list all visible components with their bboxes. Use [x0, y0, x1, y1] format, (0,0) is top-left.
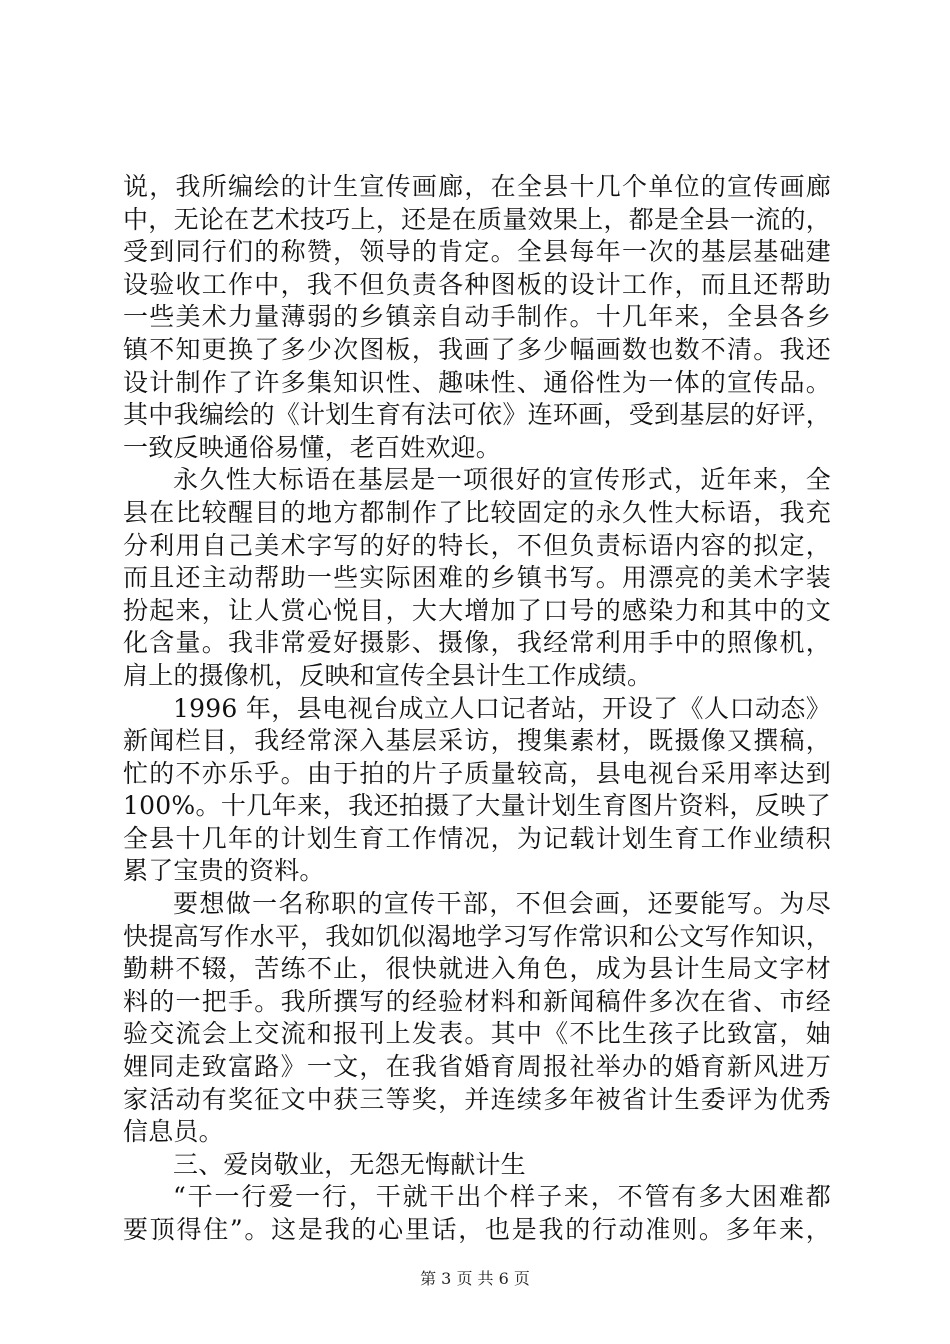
text-line: 100%。十几年来，我还拍摄了大量计划生育图片资料，反映了	[123, 791, 831, 821]
text-line: 全县十几年的计划生育工作情况，为记载计划生育工作业绩积	[123, 823, 831, 853]
text-line: 验交流会上交流和报刊上发表。其中《不比生孩子比致富，妯	[123, 1019, 831, 1049]
text-line: 勤耕不辍，苦练不止，很快就进入角色，成为县计生局文字材	[123, 954, 831, 984]
text-line: 设计制作了许多集知识性、趣味性、通俗性为一体的宣传品。	[123, 367, 831, 397]
text-line: 其中我编绘的《计划生育有法可依》连环画，受到基层的好评，	[123, 400, 831, 430]
text-line: 扮起来，让人赏心悦目，大大增加了口号的感染力和其中的文	[123, 595, 831, 625]
text-line: “干一行爱一行，干就干出个样子来，不管有多大困难都	[173, 1182, 831, 1212]
page-footer: 第 3 页 共 6 页	[420, 1269, 530, 1288]
text-line: 中，无论在艺术技巧上，还是在质量效果上，都是全县一流的，	[123, 204, 831, 234]
text-line: 新闻栏目，我经常深入基层采访，搜集素材，既摄像又撰稿，	[123, 726, 831, 756]
text-line: 料的一把手。我所撰写的经验材料和新闻稿件多次在省、市经	[123, 986, 831, 1016]
text-line: 说，我所编绘的计生宣传画廊，在全县十几个单位的宣传画廊	[123, 172, 831, 201]
text-line: 娌同走致富路》一文，在我省婚育周报社举办的婚育新风进万	[123, 1052, 831, 1082]
text-line: 一些美术力量薄弱的乡镇亲自动手制作。十几年来，全县各乡	[123, 302, 831, 332]
section-heading: 三、爱岗敬业，无怨无悔献计生	[173, 1149, 526, 1179]
text-line: 肩上的摄像机，反映和宣传全县计生工作成绩。	[123, 660, 653, 690]
text-line: 分利用自己美术字写的好的特长，不但负责标语内容的拟定，	[123, 530, 831, 560]
text-line: 设验收工作中，我不但负责各种图板的设计工作，而且还帮助	[123, 269, 831, 299]
text-line: 镇不知更换了多少次图板，我画了多少幅画数也数不清。我还	[123, 334, 831, 364]
text-line: 一致反映通俗易懂，老百姓欢迎。	[123, 432, 502, 462]
text-line: 受到同行们的称赞，领导的肯定。全县每年一次的基层基础建	[123, 237, 831, 267]
text-line: 信息员。	[123, 1117, 224, 1147]
text-line: 要顶得住”。这是我的心里话，也是我的行动准则。多年来，	[123, 1215, 831, 1244]
text-line: 1996 年，县电视台成立人口记者站，开设了《人口动态》	[173, 693, 831, 723]
text-line: 累了宝贵的资料。	[123, 856, 325, 886]
text-line: 永久性大标语在基层是一项很好的宣传形式，近年来，全	[173, 465, 831, 495]
text-line: 快提高写作水平，我如饥似渴地学习写作常识和公文写作知识，	[123, 921, 831, 951]
text-line: 而且还主动帮助一些实际困难的乡镇书写。用漂亮的美术字装	[123, 563, 831, 593]
text-line: 要想做一名称职的宣传干部，不但会画，还要能写。为尽	[173, 889, 831, 919]
text-line: 家活动有奖征文中获三等奖，并连续多年被省计生委评为优秀	[123, 1084, 831, 1114]
text-line: 忙的不亦乐乎。由于拍的片子质量较高，县电视台采用率达到	[123, 758, 831, 788]
document-body	[123, 171, 831, 1247]
text-line: 化含量。我非常爱好摄影、摄像，我经常利用手中的照像机，	[123, 628, 831, 658]
text-line: 县在比较醒目的地方都制作了比较固定的永久性大标语，我充	[123, 497, 831, 527]
